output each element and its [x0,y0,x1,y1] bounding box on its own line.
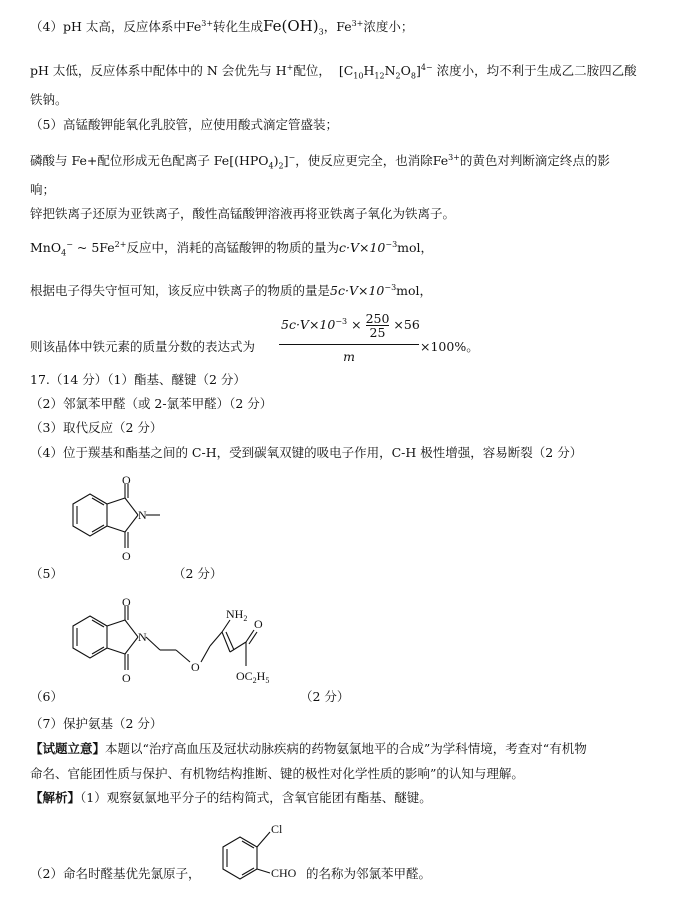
q17-answer-6-score: （2 分） [300,689,350,704]
text: NH [226,607,244,621]
amine-label [226,607,247,623]
text: −3 [384,283,397,292]
text: 25 [369,325,386,340]
q16-p5-line4: 锌把铁离子还原为亚铁离子，酸性高锰酸钾溶液再将亚铁离子氧化为铁离子。 [30,206,456,221]
text: 3+ [351,19,364,28]
text: 5 [265,676,270,685]
q16-p4-line3: 铁钠。 [30,92,68,107]
q17-answer-3: （3）取代反应（2 分） [30,420,163,435]
text: 【解析】 [30,790,81,805]
molecule-answer-6 [60,592,340,706]
q16-p4-line1 [30,16,413,41]
text: 3+ [201,19,214,28]
intent-line-2: 命名、官能团性质与保护、有机物结构推断、键的极性对化学性质的影响”的认知与理解。 [30,766,524,781]
q16-p5-line1: （5）高锰酸钾能氧化乳胶管，应使用酸式滴定管盛装； [30,117,338,132]
text: [C [338,63,354,79]
chlorine-label: Cl [271,822,283,836]
text: − [288,153,296,162]
text: 5c·V×10 [281,317,336,332]
text: ~ 5Fe [72,240,115,256]
text: ) [273,153,279,169]
ligand-formula [338,63,433,81]
fraction-numerator [281,312,419,339]
text: 浓度小； [363,19,414,35]
molecule-n-methylphthalimide [60,474,190,588]
analysis-line-2a: （2）命名时醛基优先氯原子， [30,866,201,881]
text: O [400,63,411,79]
text: （1）观察氨氯地平分子的结构简式，含氧官能团有酯基、醚键。 [80,790,432,805]
molecule-2-chlorobenzaldehyde [210,815,320,894]
text: 反应中，消耗的高锰酸钾的物质的量为 [126,240,339,256]
q17-answer-7: （7）保护氨基（2 分） [30,716,163,731]
aldehyde-label: CHO [271,866,297,880]
text: 4− [420,63,433,72]
oxygen-label: O [122,473,131,487]
text: m [343,349,355,364]
text: mol， [397,240,434,256]
q17-answer-2: （2）邻氯苯甲醛（或 2-氯苯甲醛）（2 分） [30,396,273,411]
q16-p5-line3: 响； [30,182,56,197]
text: ] [415,63,421,79]
text: 根据电子得失守恒可知，该反应中铁离子的物质的量是 [30,283,331,299]
text: ，使反应更完全，也消除 [295,153,433,169]
q16-p4-line2 [30,60,637,85]
text: 3+ [448,153,460,162]
text: + [286,63,294,72]
text: 配位， [293,63,331,79]
text: ， [323,19,337,35]
text: 12 [374,71,385,81]
text: 2 [395,71,401,81]
intent-line-1 [30,741,587,757]
oxygen-label: O [191,660,200,674]
nitrogen-label: N [138,630,147,644]
text: ×56 [389,317,420,332]
fraction-bar [279,344,419,345]
text: 5c·V×10 [330,283,385,299]
text: 本题以“治疗高血压及冠状动脉疾病的药物氨氯地平的合成”为学科情境，考查对“有机物 [105,741,587,756]
text: mol， [396,283,433,299]
q16-p5-line5 [30,237,433,262]
q16-p5-line7: 则该晶体中铁元素的质量分数的表达式为 [30,339,256,354]
text: Fe(OH) [263,17,319,36]
text: （4）pH 太高，反应体系中 [30,19,186,35]
text: N [384,63,396,79]
text: c·V×10 [338,240,386,256]
text: −3 [385,240,398,249]
text: 2 [278,161,284,171]
q16-p5-line2 [30,150,610,175]
fraction-denominator [281,349,417,364]
text: pH 太低，反应体系中配体中的 N 会优先与 H [30,63,287,79]
text: Fe [336,19,352,35]
text: 4 [268,161,274,171]
text: 3 [318,27,324,37]
q17-answer-1: 17.（14 分）（1）酯基、醚键（2 分） [30,372,246,387]
text: Fe [432,153,449,169]
oxygen-label: O [122,549,131,563]
text: − [66,240,73,249]
text: H [363,63,375,79]
inner-fraction [366,312,390,339]
text: OC [236,669,253,683]
q16-p5-line6 [30,280,432,299]
text: 2 [252,676,257,685]
fraction-percent: ×100%。 [420,339,479,354]
ethoxy-label [236,669,269,685]
molecule-6-svg [60,592,340,702]
q17-answer-4: （4）位于羰基和酯基之间的 C-H，受到碳氧双键的吸电子作用，C-H 极性增强，容易断裂（2 分） [30,445,583,460]
molecule-7-svg [210,815,320,890]
text: 浓度小，均不利于生成乙二胺四乙酸 [436,63,637,79]
q17-answer-5-score: （2 分） [173,566,223,581]
text: ] [283,153,289,169]
text: 10 [353,71,364,81]
oxygen-label: O [122,671,131,685]
text: MnO [30,240,62,256]
text: 4 [61,248,67,258]
q17-answer-6-label: （6） [30,689,63,704]
text: 250 [365,311,390,326]
molecule-5-svg [60,474,190,584]
text: × [347,317,366,332]
oxygen-label: O [122,595,131,609]
text: 2+ [114,240,127,249]
text: 的黄色对判断滴定终点的影 [459,153,610,169]
text: 【试题立意】 [30,741,106,756]
text: −3 [335,316,348,326]
text: H [256,669,266,683]
text: 8 [410,71,416,81]
text: 2 [243,614,248,623]
oxygen-label: O [254,617,263,631]
q17-answer-5-label: （5） [30,566,63,581]
text: Fe [185,19,202,35]
analysis-line-1 [30,790,432,806]
analysis-line-2b: 的名称为邻氯苯甲醛。 [306,866,432,881]
text: 磷酸与 Fe+配位形成无色配离子 Fe[(HPO [30,153,269,169]
nitrogen-label: N [138,508,147,522]
text: 转化生成 [213,19,264,35]
